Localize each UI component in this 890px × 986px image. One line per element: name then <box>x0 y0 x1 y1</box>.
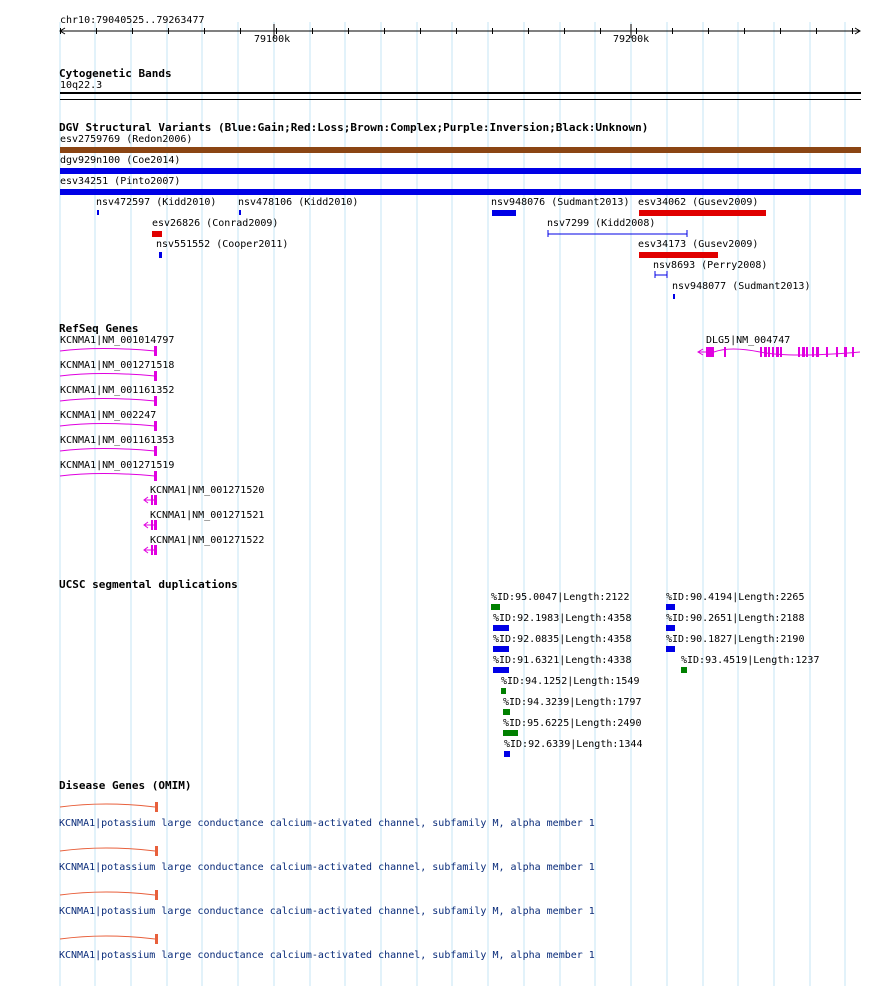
cytoband-label[interactable]: 10q22.3 <box>60 80 103 91</box>
segdup-bar <box>666 646 675 652</box>
segdup-label[interactable]: %ID:94.3239|Length:1797 <box>503 697 642 708</box>
sv-bar <box>60 189 861 195</box>
gene-intron <box>60 474 155 477</box>
disease-gene-exon <box>155 934 158 944</box>
segdup-label[interactable]: %ID:92.6339|Length:1344 <box>504 739 643 750</box>
gene-exon <box>826 347 828 357</box>
disease-gene-label[interactable]: KCNMA1|potassium large conductance calcium-activated channel, subfamily M, alpha member 1 <box>59 950 595 961</box>
segdup-label[interactable]: %ID:95.0047|Length:2122 <box>491 592 630 603</box>
gene-label[interactable]: KCNMA1|NM_001271520 <box>150 485 265 496</box>
gene-exon <box>816 347 819 357</box>
sv-bar <box>152 231 162 237</box>
sv-label[interactable]: dgv929n100 (Coe2014) <box>60 155 181 166</box>
segdup-bar <box>493 667 509 673</box>
gene-exon <box>798 347 800 357</box>
segdup-label[interactable]: %ID:93.4519|Length:1237 <box>681 655 820 666</box>
gene-exon <box>154 471 157 481</box>
segdup-label[interactable]: %ID:94.1252|Length:1549 <box>501 676 640 687</box>
gene-intron <box>60 424 155 427</box>
segdup-bar <box>504 751 510 757</box>
sv-label[interactable]: esv34251 (Pinto2007) <box>60 176 181 187</box>
gene-exon <box>776 347 779 357</box>
sv-label[interactable]: nsv551552 (Cooper2011) <box>156 239 289 250</box>
segdup-label[interactable]: %ID:92.0835|Length:4358 <box>493 634 632 645</box>
gene-exon <box>844 347 847 357</box>
gene-exon <box>154 346 157 356</box>
track-title-dgv: DGV Structural Variants (Blue:Gain;Red:Loss;Brown:Complex;Purple:Inversion;Black:Unknown) <box>59 121 649 134</box>
gene-exon <box>768 347 770 357</box>
sv-bar <box>159 252 162 258</box>
cytoband-bar <box>60 92 861 94</box>
disease-gene-exon <box>155 890 158 900</box>
sv-label[interactable]: esv34062 (Gusev2009) <box>638 197 759 208</box>
gene-label[interactable]: KCNMA1|NM_001161352 <box>60 385 175 396</box>
track-title-segdup: UCSC segmental duplications <box>59 578 238 591</box>
gene-exon <box>836 347 838 357</box>
gene-exon <box>760 347 762 357</box>
segdup-label[interactable]: %ID:90.1827|Length:2190 <box>666 634 805 645</box>
track-title-omim: Disease Genes (OMIM) <box>59 779 192 792</box>
sv-label[interactable]: esv2759769 (Redon2006) <box>60 134 193 145</box>
disease-gene-intron <box>60 804 155 807</box>
segdup-bar <box>503 730 518 736</box>
gene-exon <box>780 347 782 357</box>
gene-label[interactable]: KCNMA1|NM_001271521 <box>150 510 265 521</box>
segdup-bar <box>501 688 506 694</box>
gene-exon <box>154 396 157 406</box>
sv-bar <box>492 210 516 216</box>
disease-gene-exon <box>155 846 158 856</box>
gene-exon <box>812 347 814 357</box>
sv-label[interactable]: nsv948077 (Sudmant2013) <box>672 281 811 292</box>
sv-label[interactable]: nsv948076 (Sudmant2013) <box>491 197 630 208</box>
tick-label: 79100k <box>254 34 291 45</box>
sv-bar <box>60 147 861 153</box>
gene-exon <box>724 347 726 357</box>
disease-gene-intron <box>60 936 155 939</box>
sv-bar <box>239 210 241 215</box>
gene-exon <box>772 347 774 357</box>
segdup-label[interactable]: %ID:91.6321|Length:4338 <box>493 655 632 666</box>
sv-label[interactable]: esv26826 (Conrad2009) <box>152 218 279 229</box>
segdup-bar <box>666 604 675 610</box>
sv-label[interactable]: nsv478106 (Kidd2010) <box>238 197 359 208</box>
gene-label[interactable]: DLG5|NM_004747 <box>706 335 791 346</box>
segdup-label[interactable]: %ID:90.4194|Length:2265 <box>666 592 805 603</box>
sv-label[interactable]: esv34173 (Gusev2009) <box>638 239 759 250</box>
segdup-label[interactable]: %ID:90.2651|Length:2188 <box>666 613 805 624</box>
sv-bar <box>673 294 675 299</box>
disease-gene-exon <box>155 802 158 812</box>
disease-gene-label[interactable]: KCNMA1|potassium large conductance calcium-activated channel, subfamily M, alpha member 1 <box>59 906 595 917</box>
gene-intron <box>60 399 155 402</box>
track-title-cytobands: Cytogenetic Bands <box>59 67 172 80</box>
sv-label[interactable]: nsv7299 (Kidd2008) <box>547 218 656 229</box>
segdup-bar <box>503 709 510 715</box>
region-label: chr10:79040525..79263477 <box>60 15 205 26</box>
gene-label[interactable]: KCNMA1|NM_001271519 <box>60 460 175 471</box>
gene-intron <box>60 374 155 377</box>
gene-label[interactable]: KCNMA1|NM_001271522 <box>150 535 265 546</box>
gene-exon <box>706 347 714 357</box>
sv-label[interactable]: nsv472597 (Kidd2010) <box>96 197 217 208</box>
segdup-bar <box>493 646 509 652</box>
segdup-bar <box>493 625 509 631</box>
gene-label[interactable]: KCNMA1|NM_002247 <box>60 410 157 421</box>
gene-intron <box>60 449 155 452</box>
disease-gene-label[interactable]: KCNMA1|potassium large conductance calcium-activated channel, subfamily M, alpha member 1 <box>59 862 595 873</box>
tick-label: 79200k <box>613 34 650 45</box>
gene-exon <box>154 371 157 381</box>
gene-exon <box>852 347 854 357</box>
gene-label[interactable]: KCNMA1|NM_001271518 <box>60 360 175 371</box>
cytoband-bar <box>60 99 861 100</box>
sv-bar <box>639 210 766 216</box>
gene-label[interactable]: KCNMA1|NM_001161353 <box>60 435 175 446</box>
track-title-refseq: RefSeq Genes <box>59 322 139 335</box>
segdup-label[interactable]: %ID:95.6225|Length:2490 <box>503 718 642 729</box>
sv-bar <box>60 168 861 174</box>
gene-intron <box>60 349 155 352</box>
gene-exon <box>764 347 767 357</box>
gene-label[interactable]: KCNMA1|NM_001014797 <box>60 335 175 346</box>
disease-gene-intron <box>60 892 155 895</box>
sv-label[interactable]: nsv8693 (Perry2008) <box>653 260 768 271</box>
disease-gene-intron <box>60 848 155 851</box>
gene-exon <box>154 446 157 456</box>
disease-gene-label[interactable]: KCNMA1|potassium large conductance calcium-activated channel, subfamily M, alpha member 1 <box>59 818 595 829</box>
gene-exon <box>802 347 805 357</box>
segdup-bar <box>666 625 675 631</box>
segdup-bar <box>681 667 687 673</box>
gene-exon <box>806 347 808 357</box>
sv-bar <box>639 252 718 258</box>
gene-exon <box>154 421 157 431</box>
segdup-bar <box>491 604 500 610</box>
sv-bar <box>97 210 99 215</box>
segdup-label[interactable]: %ID:92.1983|Length:4358 <box>493 613 632 624</box>
